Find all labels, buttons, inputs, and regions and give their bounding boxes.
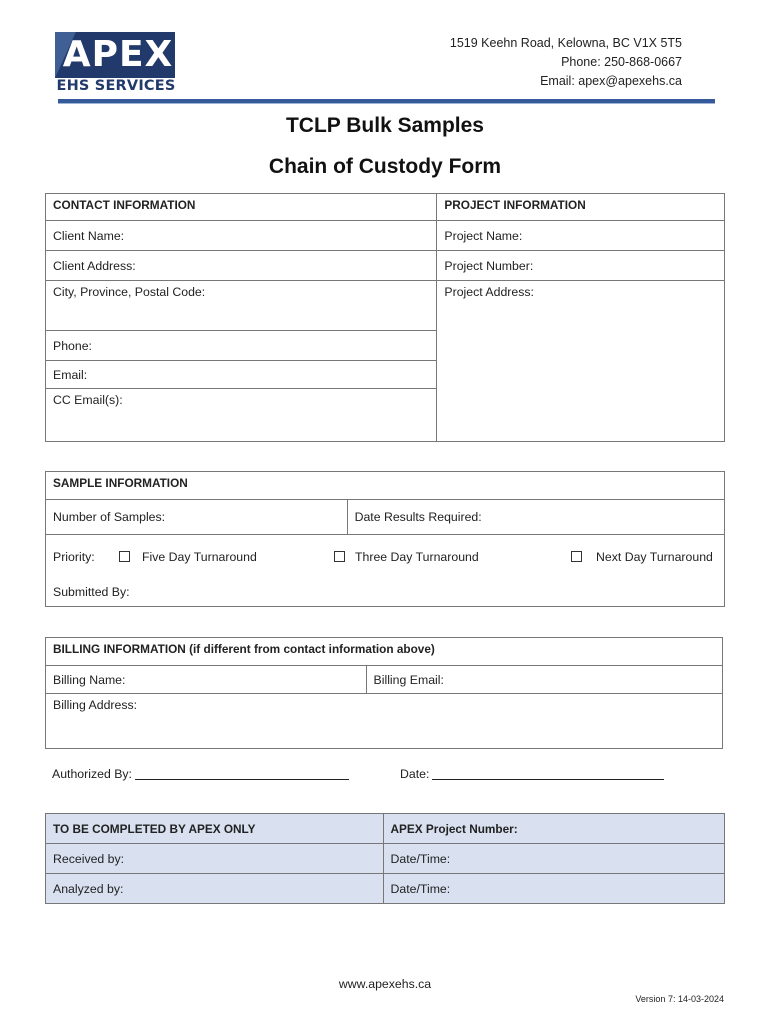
contact-project-table	[45, 193, 725, 442]
project-address-field[interactable]: Project Address:	[437, 281, 725, 442]
apex-project-number-field[interactable]: APEX Project Number:	[383, 814, 724, 844]
form-title: TCLP Bulk Samples	[285, 114, 484, 137]
form-subtitle: Chain of Custody Form	[268, 155, 502, 178]
five-day-option[interactable]	[119, 550, 257, 564]
version-note: Version 7: 14-03-2024	[635, 994, 724, 1004]
header-divider	[58, 99, 715, 104]
analyzed-by-field[interactable]: Analyzed by:	[46, 874, 384, 904]
city-province-postal-field[interactable]: City, Province, Postal Code:	[46, 281, 437, 331]
number-of-samples-field[interactable]: Number of Samples:	[46, 500, 348, 535]
three-day-option[interactable]	[334, 550, 479, 564]
client-name-field[interactable]: Client Name:	[46, 221, 437, 251]
contact-heading: CONTACT INFORMATION	[46, 194, 437, 221]
date-label: Date:	[400, 767, 430, 781]
company-email: Email: apex@apexehs.ca	[540, 74, 682, 88]
client-address-field[interactable]: Client Address:	[46, 251, 437, 281]
sample-information-table	[45, 471, 725, 607]
project-heading: PROJECT INFORMATION	[437, 194, 725, 221]
project-number-field[interactable]: Project Number:	[437, 251, 725, 281]
received-date-time-field[interactable]: Date/Time:	[383, 844, 724, 874]
company-address-block	[450, 34, 682, 91]
priority-and-submitter-cell	[46, 535, 725, 607]
billing-name-field[interactable]: Billing Name:	[46, 666, 367, 694]
billing-information-table	[45, 637, 723, 749]
three-day-label: Three Day Turnaround	[355, 550, 479, 564]
company-phone: Phone: 250-868-0667	[561, 55, 682, 69]
billing-address-field[interactable]: Billing Address:	[46, 694, 723, 749]
cc-emails-field[interactable]: CC Email(s):	[46, 389, 437, 442]
next-day-label: Next Day Turnaround	[596, 550, 713, 564]
billing-heading: BILLING INFORMATION (if different from contact information above)	[46, 638, 723, 666]
date-line[interactable]	[400, 767, 664, 781]
authorized-by-signature-line[interactable]	[135, 767, 349, 780]
received-by-field[interactable]: Received by:	[46, 844, 384, 874]
phone-field[interactable]: Phone:	[46, 331, 437, 361]
project-name-field[interactable]: Project Name:	[437, 221, 725, 251]
apex-only-table	[45, 813, 725, 904]
next-day-checkbox[interactable]	[571, 551, 582, 562]
next-day-option[interactable]	[571, 550, 713, 564]
authorized-by-label: Authorized By:	[52, 767, 132, 781]
three-day-checkbox[interactable]	[334, 551, 345, 562]
date-signature-line[interactable]	[432, 767, 664, 780]
priority-label: Priority:	[53, 550, 95, 564]
logo-wordmark: APEX	[62, 34, 174, 75]
email-field[interactable]: Email:	[46, 361, 437, 389]
apex-only-heading: TO BE COMPLETED BY APEX ONLY	[46, 814, 384, 844]
apex-logo	[55, 32, 177, 94]
logo-subtitle: EHS SERVICES	[56, 78, 176, 94]
billing-email-field[interactable]: Billing Email:	[366, 666, 722, 694]
date-results-required-field[interactable]: Date Results Required:	[347, 500, 724, 535]
footer-website[interactable]: www.apexehs.ca	[338, 977, 432, 991]
analyzed-date-time-field[interactable]: Date/Time:	[383, 874, 724, 904]
authorized-by-line[interactable]	[52, 767, 349, 781]
five-day-checkbox[interactable]	[119, 551, 130, 562]
sample-heading: SAMPLE INFORMATION	[46, 472, 725, 500]
submitted-by-field[interactable]: Submitted By:	[53, 585, 130, 599]
company-address: 1519 Keehn Road, Kelowna, BC V1X 5T5	[449, 36, 682, 50]
five-day-label: Five Day Turnaround	[142, 550, 257, 564]
